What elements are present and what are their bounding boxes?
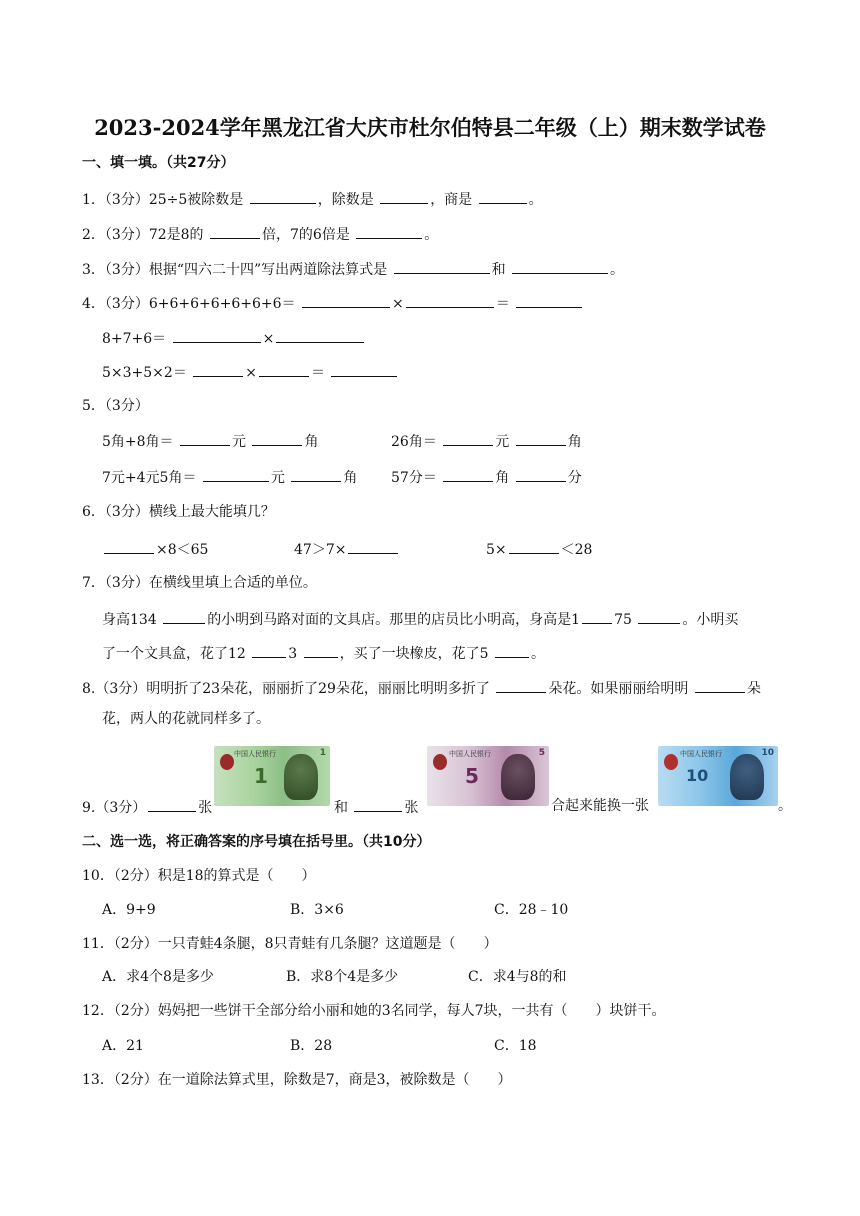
q2-text-c: 。	[424, 227, 439, 243]
q5-text-r2f: 分	[567, 470, 582, 486]
question-1	[82, 188, 543, 210]
q5-blank-3[interactable]	[443, 430, 493, 446]
q7-text-l2a: 了一个文具盒，花了12	[102, 646, 246, 662]
question-5-row-2b	[391, 466, 582, 488]
q7-blank-6[interactable]	[495, 642, 529, 658]
question-11: 11．（2分）一只青蛙4条腿，8只青蛙有几条腿？这道题是（ ）	[82, 936, 498, 952]
q4-text-l3b: ×	[245, 365, 258, 381]
bill-5-header: 中国人民银行	[449, 750, 491, 758]
q5-text-r1b: 元	[232, 434, 246, 450]
bill-1-portrait	[284, 754, 318, 800]
q1-blank-dividend[interactable]	[250, 188, 316, 204]
question-6-item-3	[486, 538, 592, 560]
q6-text-d: ＜28	[560, 542, 593, 558]
q7-text-l2c: ，买了一块橡皮，花了5	[339, 646, 489, 662]
q5-text-r1f: 角	[567, 434, 582, 450]
question-9-part-3: 合起来能换一张	[551, 798, 649, 814]
question-5-head: 5．（3分）	[82, 398, 149, 414]
q9-text-a: 9.（3分）	[82, 800, 147, 816]
q4-blank-4[interactable]	[173, 327, 261, 343]
q4-blank-2[interactable]	[406, 292, 494, 308]
q5-text-r2d: 57分＝	[391, 470, 437, 486]
q4-text-l1b: ×	[392, 296, 404, 312]
q1-blank-divisor[interactable]	[380, 188, 428, 204]
q11-option-b[interactable]: B．求8个4是多少	[286, 969, 399, 985]
q7-blank-4[interactable]	[252, 642, 286, 658]
q8-text-l1b: 朵花。如果丽丽给明明	[548, 681, 689, 697]
q4-text-l2b: ×	[262, 331, 275, 347]
q2-text-a: 2．（3分）72是8的	[82, 227, 204, 243]
q5-blank-4[interactable]	[516, 430, 566, 446]
q7-blank-5[interactable]	[304, 642, 338, 658]
question-4-line-3	[102, 361, 399, 383]
q11-option-c[interactable]: C．求4与8的和	[468, 969, 567, 985]
q1-text-a: 1．（3分）25÷5被除数是	[82, 192, 244, 208]
question-7-line-1	[102, 608, 738, 630]
q5-blank-6[interactable]	[291, 466, 341, 482]
q6-text-a: ×8＜65	[156, 542, 209, 558]
question-4-line-2	[102, 327, 366, 349]
q6-text-c: 5×	[486, 542, 507, 558]
q9-text-d: 张	[404, 800, 419, 816]
question-3	[82, 258, 624, 280]
q4-blank-5[interactable]	[276, 327, 364, 343]
q5-text-r2a: 7元+4元5角＝	[102, 470, 197, 486]
q7-text-l2b: 3	[288, 646, 298, 662]
question-13: 13．（2分）在一道除法算式里，除数是7，商是3，被除数是（ ）	[82, 1072, 512, 1088]
question-6-item-2	[294, 538, 400, 560]
q5-text-r1c: 角	[304, 434, 319, 450]
bill-1-denomination: 1	[254, 764, 268, 788]
question-12: 12．（2分）妈妈把一些饼干全部分给小丽和她的3名同学，每人7块，一共有（ ）块饼干。	[82, 1003, 666, 1019]
q6-blank-3[interactable]	[509, 538, 559, 554]
bill-10-denomination-corner: 10	[761, 748, 774, 758]
q6-blank-2[interactable]	[348, 538, 398, 554]
q7-blank-1[interactable]	[163, 608, 205, 624]
q4-text-l1a: 4．（3分）6+6+6+6+6+6+6＝	[82, 296, 296, 312]
bill-10-denomination: 10	[686, 766, 709, 785]
question-8-line-2: 花，两人的花就同样多了。	[102, 711, 270, 727]
q5-blank-7[interactable]	[443, 466, 493, 482]
bill-5-denomination: 5	[465, 764, 479, 788]
bill-1-emblem-icon	[220, 754, 234, 770]
banknote-10-yuan	[658, 746, 778, 806]
question-7-line-2	[102, 642, 545, 664]
question-9-part-1	[82, 796, 212, 818]
q5-blank-8[interactable]	[516, 466, 566, 482]
bill-5-emblem-icon	[433, 754, 447, 770]
q3-text-c: 。	[610, 262, 625, 278]
q8-blank-1[interactable]	[496, 677, 546, 693]
q5-blank-5[interactable]	[203, 466, 269, 482]
question-5-row-2a	[102, 466, 357, 488]
q12-option-b[interactable]: B．28	[290, 1038, 333, 1054]
question-10: 10．（2分）积是18的算式是（ ）	[82, 868, 316, 884]
q10-option-b[interactable]: B．3×6	[290, 902, 344, 918]
q4-text-l3c: ＝	[311, 365, 326, 381]
q5-text-r2e: 角	[495, 470, 510, 486]
q9-text-b: 张	[198, 800, 213, 816]
q5-text-r2c: 角	[343, 470, 358, 486]
q4-blank-6[interactable]	[193, 361, 243, 377]
page-title: 2023-2024学年黑龙江省大庆市杜尔伯特县二年级（上）期末数学试卷	[94, 115, 766, 140]
q5-text-r1d: 26角＝	[391, 434, 437, 450]
question-7-head: 7．（3分）在横线里填上合适的单位。	[82, 575, 317, 591]
question-5-row-1b	[391, 430, 582, 452]
q7-blank-2[interactable]	[582, 608, 612, 624]
question-6-head: 6．（3分）横线上最大能填几？	[82, 504, 275, 520]
q2-text-b: 倍，7的6倍是	[262, 227, 350, 243]
bill-5-denomination-corner: 5	[538, 748, 545, 758]
q1-text-c: ，商是	[430, 192, 473, 208]
q5-blank-1[interactable]	[180, 430, 230, 446]
q4-blank-7[interactable]	[259, 361, 309, 377]
q8-blank-2[interactable]	[695, 677, 745, 693]
q3-blank-2[interactable]	[512, 258, 608, 274]
q1-text-d: 。	[528, 192, 543, 208]
question-6-item-1	[102, 538, 208, 560]
question-4-line-1	[82, 292, 584, 314]
bill-10-portrait	[730, 754, 764, 800]
q1-blank-quotient[interactable]	[479, 188, 527, 204]
q12-option-c[interactable]: C．18	[494, 1038, 537, 1054]
section-heading-choose: 二、选一选，将正确答案的序号填在括号里。（共10分）	[82, 834, 431, 850]
q9-blank-2[interactable]	[354, 796, 402, 812]
q6-text-b: 47＞7×	[294, 542, 347, 558]
banknote-1-yuan	[214, 746, 330, 806]
section-heading-fill: 一、填一填。（共27分）	[82, 155, 235, 171]
q7-text-l1d: 。小明买	[682, 612, 739, 628]
q3-text-a: 3．（3分）根据“四六二十四”写出两道除法算式是	[82, 262, 388, 278]
q10-option-a[interactable]: A．9+9	[102, 902, 156, 918]
q11-option-a[interactable]: A．求4个8是多少	[102, 969, 214, 985]
q9-blank-1[interactable]	[148, 796, 196, 812]
banknote-5-yuan	[427, 746, 549, 806]
q6-blank-1[interactable]	[104, 538, 154, 554]
question-8-line-1	[82, 677, 761, 699]
q1-text-b: ，除数是	[317, 192, 374, 208]
q4-text-l1c: ＝	[495, 296, 510, 312]
q9-text-c: 和	[334, 800, 348, 816]
q4-blank-3[interactable]	[516, 292, 582, 308]
bill-10-header: 中国人民银行	[680, 750, 722, 758]
q10-option-c[interactable]: C．28﹣10	[494, 902, 569, 918]
q4-text-l3a: 5×3+5×2＝	[102, 365, 187, 381]
question-2	[82, 223, 438, 245]
question-5-row-1a	[102, 430, 318, 452]
q7-blank-3[interactable]	[638, 608, 680, 624]
bill-5-portrait	[501, 754, 535, 800]
bill-1-denomination-corner: 1	[319, 748, 326, 758]
question-9-part-2	[334, 796, 418, 818]
bill-10-emblem-icon	[664, 754, 678, 770]
bill-1-header: 中国人民银行	[234, 750, 276, 758]
q3-blank-1[interactable]	[394, 258, 490, 274]
q5-blank-2[interactable]	[252, 430, 302, 446]
question-9-part-4: 。	[778, 798, 792, 814]
q7-text-l1c: 75	[614, 612, 632, 628]
q3-text-b: 和	[491, 262, 506, 278]
q8-text-l1a: 8.（3分）明明折了23朵花，丽丽折了29朵花，丽丽比明明多折了	[82, 681, 490, 697]
q4-blank-1[interactable]	[302, 292, 390, 308]
q7-text-l1b: 的小明到马路对面的文具店。那里的店员比小明高，身高是1	[207, 612, 581, 628]
q2-blank-1[interactable]	[210, 223, 260, 239]
q2-blank-2[interactable]	[356, 223, 422, 239]
q4-blank-8[interactable]	[331, 361, 397, 377]
q12-option-a[interactable]: A．21	[102, 1038, 144, 1054]
q5-text-r2b: 元	[270, 470, 285, 486]
q5-text-r1a: 5角+8角＝	[102, 434, 174, 450]
q8-text-l1c: 朵	[746, 681, 761, 697]
q4-text-l2a: 8+7+6＝	[102, 331, 167, 347]
q5-text-r1e: 元	[495, 434, 510, 450]
q7-text-l1a: 身高134	[102, 612, 157, 628]
q7-text-l2d: 。	[531, 646, 546, 662]
